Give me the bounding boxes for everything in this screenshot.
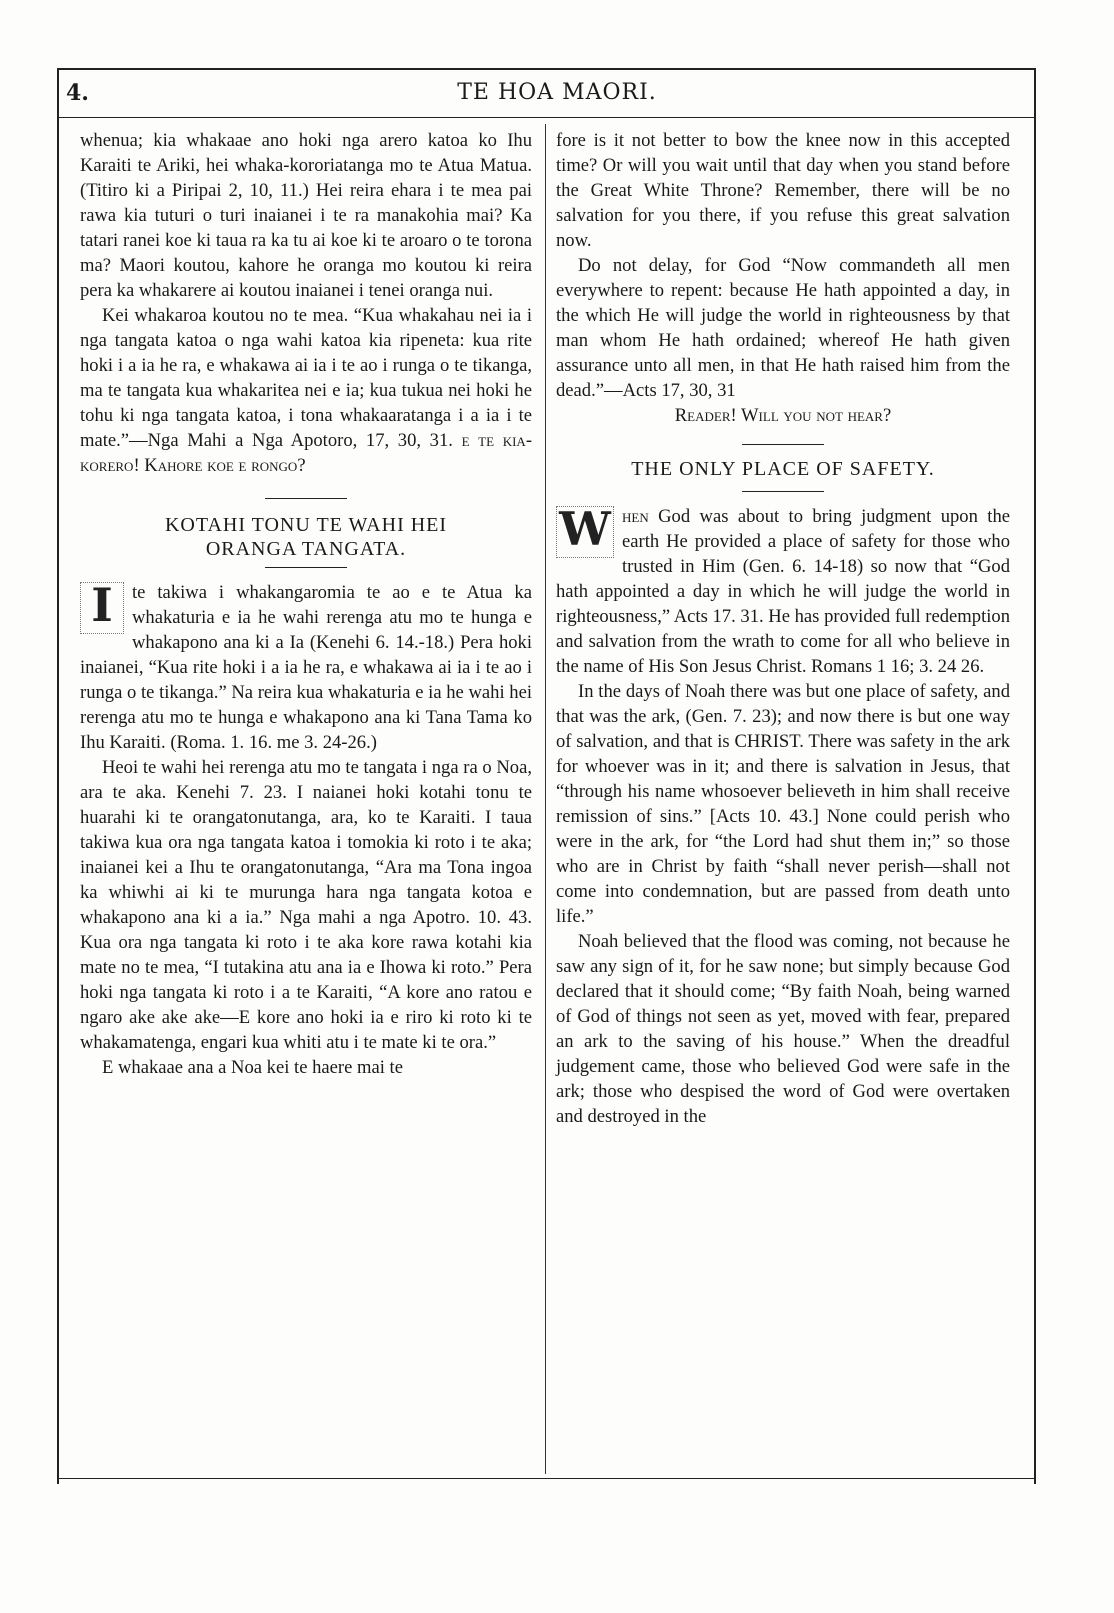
right-paragraph-3-lead: hen: [622, 506, 649, 527]
dropcap-i: I: [80, 582, 124, 634]
newspaper-title: TE HOA MAORI.: [457, 80, 657, 105]
right-paragraph-1: fore is it not better to bow the knee now in this accepted time? Or will you wait until that day when you stand before the Great White Throne? Remember, there will be no salvation for you there, if you refuse this great salvation now.: [556, 130, 1010, 251]
left-paragraph-3: [80, 580, 532, 755]
left-column: [80, 128, 532, 1080]
right-paragraph-5: Noah believed that the flood was coming, not because he saw any sign of it, for he saw none; but simply because God declared that it should come; “By faith Noah, being warned of God of things not seen as yet, moved with fear, prepared an ark to the saving of his house.” When the dreadful judgement came, those who believed God were safe in the ark; those who despised the word of God were overtaken and destroyed in the: [556, 931, 1010, 1127]
top-rule: [57, 68, 1034, 70]
left-paragraph-2-text: Kei whakaroa koutou no te mea. “Kua whakahau nei ia i nga tangata katoa o nga wahi katoa kia ripeneta: kua rite hoki i a ia he ra, e whakawa ai ia i te ao i runga o te tikanga, ma te tangata kua whakaritea nei e ia; kua tukua nei hoki he tohu ki nga tangata katoa, i tona whakaaratanga i a ia i te mate.”—Nga Mahi a Nga Apotoro, 17, 30, 31.: [80, 305, 532, 451]
header-rule: [57, 117, 1034, 118]
left-paragraph-1: whenua; kia whakaae ano hoki nga arero katoa ko Ihu Karaiti te Ariki, hei whaka-kororiatanga mo te Atua Matua. (Titiro ki a Piripai 2, 10, 11.) Hei reira ehara i te mea pai rawa kia tuturi o turi inaianei i te ra manakohia mai? Ka tatari ranei koe ki taua ra ka tu ai koe ki te aroaro o te torona ma? Maori koutou, kahore he oranga mo koutou ki reira pera ka whakarere ai koutou inaianei i tenei oranga nui.: [80, 130, 532, 301]
right-column: [556, 128, 1010, 1129]
bottom-rule: [57, 1478, 1034, 1479]
left-paragraph-2: [80, 303, 532, 478]
right-paragraph-4: In the days of Noah there was but one place of safety, and that was the ark, (Gen. 7. 23); and now there is but one way of salvation, and that is CHRIST. There was safety in the ark for whoever was in it; and there is salvation in Jesus, that “through his name whosoever believeth in him shall receive remission of sins.” [Acts 10. 43.] None could perish who were in the ark, for “the Lord had shut them in;” so those who are in Christ by faith “shall never perish—shall not come into condemnation, but are passed from death unto life.”: [556, 681, 1010, 927]
reader-line: Reader! Will you not hear?: [674, 405, 892, 426]
left-paragraph-2-tail: e te kia-korero! Kahore koe e rongo?: [80, 430, 533, 476]
column-divider: [545, 124, 546, 1474]
left-paragraph-3-text: te takiwa i whakangaromia te ao e te Atua ka whakaturia e ia he wahi rerenga atu mo te hunga e whakapono ana ki a Ia (Kenehi 6. 14.-18.) Pera hoki inaianei, “Kua rite hoki i a ia he ra, e whakawa ai ia i te ao i runga o te tikanga.” Na reira kua whakaturia e ia he wahi hei rerenga atu mo te hunga e whakapono ana ki Tana Tama ko Ihu Karaiti. (Roma. 1. 16. me 3. 24-26.): [80, 582, 532, 753]
right-paragraph-3: [556, 504, 1010, 679]
page-number: 4.: [66, 80, 89, 106]
right-paragraph-2: Do not delay, for God “Now commandeth all men everywhere to repent: because He hath appointed a day, in the which He will judge the world in righteousness by that man whom He hath ordained; whereof He hath given assurance unto all men, in that He hath raised him from the dead.”—Acts 17, 30, 31: [556, 255, 1010, 401]
right-paragraph-3-text: God was about to bring judgment upon the earth He provided a place of safety for those who trusted in Him (Gen. 6. 14-18) so now that “God hath appointed a day in which he will judge the world in righteousness,” Acts 17. 31. He has provided full redemption and salvation from the wrath to come for all who believe in the name of His Son Jesus Christ. Romans 1 16; 3. 24 26.: [556, 506, 1010, 677]
section-title-maori-line2: ORANGA TANGATA.: [205, 538, 407, 560]
section-title-maori-line1: KOTAHI TONU TE WAHI HEI: [164, 514, 448, 536]
section-title-english: THE ONLY PLACE OF SAFETY.: [631, 458, 935, 480]
left-paragraph-4: Heoi te wahi hei rerenga atu mo te tangata i nga ra o Noa, ara te aka. Kenehi 7. 23. I naianei hoki kotahi tonu te huarahi ki te orangatonutanga, ara, ko te Karaiti. I taua takiwa kua ora nga tangata katoa i tomokia ki roto i te aka; inaianei kei a Ihu te orangatonutanga, “Ara ma Tona ingoa ka whiwhi ai ki te murunga hara nga tangata kotoa e whakapono ana ki a ia.” Nga mahi a nga Apotro. 10. 43. Kua ora nga tangata ki roto i te aka kore rawa kotahi kia mate no te mea, “I tutakina atu ana ia e Ihowa ki roto.” Pera hoki nga tangata ki roto i a te Karaiti, “A kore ano ratou e ngaro ake ake ake—E kore ano hoki ia e riro ki roto ki te whakamatenga, engari kua whiti atu i te mate ki te ora.”: [80, 757, 532, 1053]
left-paragraph-5: E whakaae ana a Noa kei te haere mai te: [102, 1057, 403, 1078]
dropcap-w: W: [556, 506, 614, 558]
